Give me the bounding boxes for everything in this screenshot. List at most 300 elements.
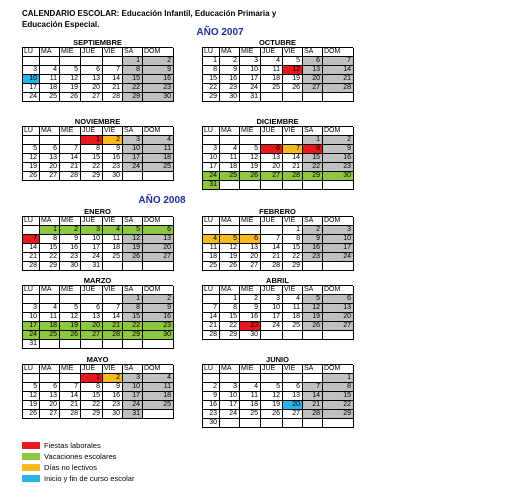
day-cell: 7	[60, 145, 81, 154]
day-cell: 15	[303, 154, 323, 163]
weekday-header: MIE	[60, 365, 81, 374]
day-cell: 15	[123, 75, 143, 84]
day-cell: 26	[23, 410, 40, 419]
day-cell: 31	[23, 340, 40, 349]
day-cell: 26	[60, 331, 81, 340]
day-cell: 4	[40, 66, 60, 75]
day-cell: 21	[203, 322, 220, 331]
weekday-header: SA	[123, 286, 143, 295]
weekday-header: VIE	[283, 217, 303, 226]
day-cell: 26	[220, 262, 240, 271]
legend-label-vacaciones: Vacaciones escolares	[44, 452, 117, 461]
day-cell: 27	[81, 331, 103, 340]
day-cell: 7	[261, 235, 283, 244]
day-cell: 14	[103, 313, 123, 322]
day-cell: 13	[323, 304, 354, 313]
month-calendar-octubre	[202, 38, 353, 102]
day-cell: 24	[23, 331, 40, 340]
empty-cell	[103, 262, 123, 271]
day-cell: 8	[323, 383, 354, 392]
day-cell: 29	[81, 410, 103, 419]
day-cell: 26	[123, 253, 143, 262]
day-cell: 19	[60, 322, 81, 331]
day-cell: 15	[123, 313, 143, 322]
empty-cell	[40, 136, 60, 145]
empty-cell	[283, 419, 303, 428]
weekday-header: VIE	[283, 365, 303, 374]
day-cell: 22	[220, 322, 240, 331]
day-cell: 11	[103, 235, 123, 244]
day-cell: 24	[203, 172, 220, 181]
weekday-header: JUE	[261, 286, 283, 295]
day-cell: 30	[143, 93, 174, 102]
empty-cell	[220, 374, 240, 383]
empty-cell	[220, 181, 240, 190]
day-cell: 13	[283, 392, 303, 401]
empty-cell	[203, 226, 220, 235]
weekday-header: MA	[220, 217, 240, 226]
empty-cell	[123, 172, 143, 181]
weekday-header: MIE	[60, 48, 81, 57]
day-cell: 17	[220, 401, 240, 410]
day-cell: 28	[283, 172, 303, 181]
weekday-header: MA	[40, 365, 60, 374]
day-cell: 31	[81, 262, 103, 271]
day-cell: 12	[303, 304, 323, 313]
day-cell: 16	[103, 392, 123, 401]
day-cell: 12	[60, 75, 81, 84]
weekday-header: DOM	[143, 48, 174, 57]
day-cell: 1	[123, 295, 143, 304]
day-cell: 29	[81, 172, 103, 181]
day-cell: 10	[220, 392, 240, 401]
day-cell: 25	[143, 163, 174, 172]
day-cell: 9	[220, 66, 240, 75]
month-name: JUNIO	[266, 355, 289, 364]
day-cell: 3	[203, 145, 220, 154]
day-cell: 30	[143, 331, 174, 340]
month-grid	[22, 364, 173, 419]
weekday-header: SA	[123, 365, 143, 374]
day-cell: 26	[240, 172, 261, 181]
empty-cell	[103, 57, 123, 66]
day-cell: 27	[283, 410, 303, 419]
day-cell: 17	[23, 322, 40, 331]
day-cell: 14	[303, 392, 323, 401]
day-cell: 1	[203, 57, 220, 66]
weekday-header: SA	[303, 365, 323, 374]
day-cell: 20	[81, 322, 103, 331]
empty-cell	[220, 226, 240, 235]
day-cell: 2	[60, 226, 81, 235]
day-cell: 21	[323, 75, 354, 84]
day-cell: 5	[220, 235, 240, 244]
empty-cell	[323, 262, 354, 271]
empty-cell	[323, 419, 354, 428]
day-cell: 14	[23, 244, 40, 253]
day-cell: 11	[240, 392, 261, 401]
day-cell: 6	[323, 295, 354, 304]
day-cell: 12	[123, 235, 143, 244]
day-cell: 25	[261, 84, 283, 93]
day-cell: 1	[303, 136, 323, 145]
empty-cell	[40, 340, 60, 349]
day-cell: 16	[143, 75, 174, 84]
day-cell: 18	[143, 392, 174, 401]
day-cell: 1	[81, 374, 103, 383]
day-cell: 25	[203, 262, 220, 271]
weekday-header: LU	[23, 48, 40, 57]
weekday-header: VIE	[103, 286, 123, 295]
empty-cell	[23, 136, 40, 145]
empty-cell	[283, 181, 303, 190]
day-cell: 4	[220, 145, 240, 154]
empty-cell	[303, 93, 323, 102]
month-calendar-abril	[202, 276, 353, 340]
day-cell: 20	[283, 401, 303, 410]
empty-cell	[143, 410, 174, 419]
day-cell: 18	[220, 163, 240, 172]
day-cell: 13	[303, 66, 323, 75]
day-cell: 16	[323, 154, 354, 163]
month-grid	[22, 47, 173, 102]
day-cell: 20	[323, 313, 354, 322]
day-cell: 8	[203, 66, 220, 75]
weekday-header: LU	[23, 286, 40, 295]
day-cell: 13	[261, 154, 283, 163]
day-cell: 2	[303, 226, 323, 235]
empty-cell	[23, 374, 40, 383]
weekday-header: LU	[203, 127, 220, 136]
empty-cell	[240, 136, 261, 145]
day-cell: 9	[143, 66, 174, 75]
empty-cell	[283, 136, 303, 145]
weekday-header: DOM	[143, 217, 174, 226]
empty-cell	[81, 57, 103, 66]
day-cell: 3	[240, 57, 261, 66]
month-calendar-diciembre	[202, 117, 353, 190]
day-cell: 19	[23, 401, 40, 410]
empty-cell	[23, 57, 40, 66]
day-cell: 24	[220, 410, 240, 419]
day-cell: 10	[203, 154, 220, 163]
empty-cell	[303, 419, 323, 428]
day-cell: 6	[40, 145, 60, 154]
weekday-header: LU	[23, 127, 40, 136]
day-cell: 28	[261, 262, 283, 271]
legend-swatch-fiestas	[22, 442, 40, 449]
day-cell: 5	[23, 145, 40, 154]
weekday-header: MIE	[240, 48, 261, 57]
weekday-header: LU	[23, 365, 40, 374]
day-cell: 23	[323, 163, 354, 172]
day-cell: 24	[323, 253, 354, 262]
day-cell: 27	[143, 253, 174, 262]
day-cell: 2	[103, 374, 123, 383]
day-cell: 6	[240, 235, 261, 244]
day-cell: 7	[103, 304, 123, 313]
empty-cell	[303, 374, 323, 383]
day-cell: 30	[60, 262, 81, 271]
day-cell: 2	[220, 57, 240, 66]
weekday-header: MA	[40, 48, 60, 57]
day-cell: 20	[81, 84, 103, 93]
day-cell: 8	[81, 383, 103, 392]
day-cell: 18	[283, 313, 303, 322]
day-cell: 27	[40, 172, 60, 181]
weekday-header: LU	[203, 48, 220, 57]
day-cell: 4	[283, 295, 303, 304]
day-cell: 19	[240, 163, 261, 172]
legend-item-inicio-fin	[22, 473, 134, 484]
day-cell: 5	[283, 57, 303, 66]
weekday-header: MIE	[240, 217, 261, 226]
empty-cell	[323, 331, 354, 340]
empty-cell	[283, 374, 303, 383]
day-cell: 30	[103, 410, 123, 419]
day-cell: 18	[40, 322, 60, 331]
day-cell: 26	[303, 322, 323, 331]
day-cell: 14	[283, 154, 303, 163]
day-cell: 19	[261, 401, 283, 410]
weekday-header: SA	[123, 48, 143, 57]
day-cell: 8	[123, 66, 143, 75]
weekday-header: MIE	[60, 127, 81, 136]
day-cell: 16	[60, 244, 81, 253]
day-cell: 11	[283, 304, 303, 313]
day-cell: 19	[123, 244, 143, 253]
empty-cell	[123, 262, 143, 271]
day-cell: 2	[103, 136, 123, 145]
legend-swatch-vacaciones	[22, 453, 40, 460]
day-cell: 5	[23, 383, 40, 392]
day-cell: 13	[240, 244, 261, 253]
weekday-header: VIE	[283, 127, 303, 136]
day-cell: 13	[81, 75, 103, 84]
day-cell: 11	[143, 145, 174, 154]
day-cell: 7	[303, 383, 323, 392]
day-cell: 12	[220, 244, 240, 253]
day-cell: 14	[103, 75, 123, 84]
empty-cell	[220, 419, 240, 428]
legend-item-vacaciones	[22, 451, 134, 462]
weekday-header: DOM	[323, 127, 354, 136]
day-cell: 9	[303, 235, 323, 244]
day-cell: 19	[60, 84, 81, 93]
day-cell: 29	[283, 262, 303, 271]
weekday-header: MIE	[240, 286, 261, 295]
weekday-header: MIE	[240, 365, 261, 374]
month-grid	[202, 216, 353, 271]
day-cell: 20	[40, 163, 60, 172]
day-cell: 31	[240, 93, 261, 102]
day-cell: 7	[60, 383, 81, 392]
day-cell: 7	[23, 235, 40, 244]
month-name: NOVIEMBRE	[74, 117, 121, 126]
day-cell: 21	[60, 163, 81, 172]
day-cell: 14	[261, 244, 283, 253]
day-cell: 10	[240, 66, 261, 75]
day-cell: 22	[283, 253, 303, 262]
day-cell: 17	[323, 244, 354, 253]
day-cell: 30	[203, 419, 220, 428]
legend-swatch-no-lectivos	[22, 464, 40, 471]
legend-item-no-lectivos	[22, 462, 134, 473]
weekday-header: JUE	[81, 127, 103, 136]
day-cell: 9	[60, 235, 81, 244]
empty-cell	[81, 340, 103, 349]
weekday-header: DOM	[323, 286, 354, 295]
weekday-header: MA	[220, 286, 240, 295]
empty-cell	[240, 226, 261, 235]
weekday-header: SA	[123, 127, 143, 136]
day-cell: 22	[323, 401, 354, 410]
day-cell: 22	[81, 401, 103, 410]
day-cell: 28	[23, 262, 40, 271]
day-cell: 17	[261, 313, 283, 322]
day-cell: 28	[103, 93, 123, 102]
day-cell: 27	[323, 322, 354, 331]
day-cell: 11	[203, 244, 220, 253]
empty-cell	[40, 57, 60, 66]
day-cell: 3	[23, 66, 40, 75]
day-cell: 23	[303, 253, 323, 262]
day-cell: 1	[40, 226, 60, 235]
day-cell: 20	[40, 401, 60, 410]
day-cell: 9	[143, 304, 174, 313]
day-cell: 25	[103, 253, 123, 262]
day-cell: 27	[240, 262, 261, 271]
legend-item-fiestas	[22, 440, 134, 451]
day-cell: 9	[103, 383, 123, 392]
day-cell: 23	[203, 410, 220, 419]
day-cell: 24	[123, 163, 143, 172]
empty-cell	[60, 136, 81, 145]
day-cell: 5	[240, 145, 261, 154]
day-cell: 13	[40, 154, 60, 163]
day-cell: 3	[123, 136, 143, 145]
day-cell: 3	[323, 226, 354, 235]
day-cell: 14	[203, 313, 220, 322]
day-cell: 12	[23, 154, 40, 163]
day-cell: 25	[283, 322, 303, 331]
day-cell: 10	[81, 235, 103, 244]
day-cell: 13	[143, 235, 174, 244]
month-calendar-noviembre	[22, 117, 173, 181]
day-cell: 17	[23, 84, 40, 93]
empty-cell	[40, 295, 60, 304]
day-cell: 23	[60, 253, 81, 262]
day-cell: 18	[203, 253, 220, 262]
month-grid	[202, 126, 353, 190]
day-cell: 16	[203, 401, 220, 410]
empty-cell	[143, 172, 174, 181]
month-grid	[202, 47, 353, 102]
day-cell: 22	[123, 84, 143, 93]
day-cell: 5	[123, 226, 143, 235]
empty-cell	[303, 181, 323, 190]
day-cell: 1	[81, 136, 103, 145]
month-calendar-marzo	[22, 276, 173, 349]
weekday-header: MA	[40, 127, 60, 136]
weekday-header: MA	[220, 127, 240, 136]
month-grid	[202, 285, 353, 340]
legend-label-fiestas: Fiestas laborales	[44, 441, 101, 450]
month-grid	[22, 126, 173, 181]
day-cell: 25	[220, 172, 240, 181]
day-cell: 29	[323, 410, 354, 419]
day-cell: 12	[283, 66, 303, 75]
day-cell: 1	[220, 295, 240, 304]
day-cell: 22	[40, 253, 60, 262]
day-cell: 23	[143, 322, 174, 331]
legend-label-inicio-fin: Inicio y fin de curso escolar	[44, 474, 135, 483]
month-calendar-enero	[22, 207, 173, 271]
day-cell: 6	[143, 226, 174, 235]
empty-cell	[323, 181, 354, 190]
day-cell: 12	[23, 392, 40, 401]
day-cell: 5	[60, 304, 81, 313]
empty-cell	[283, 93, 303, 102]
day-cell: 30	[220, 93, 240, 102]
day-cell: 8	[40, 235, 60, 244]
month-grid	[22, 216, 173, 271]
day-cell: 20	[261, 163, 283, 172]
day-cell: 1	[283, 226, 303, 235]
day-cell: 14	[60, 154, 81, 163]
day-cell: 15	[283, 244, 303, 253]
day-cell: 25	[40, 331, 60, 340]
day-cell: 16	[103, 154, 123, 163]
day-cell: 20	[303, 75, 323, 84]
month-name: MAYO	[86, 355, 109, 364]
day-cell: 18	[261, 75, 283, 84]
calendar-title-line-2: Educación Especial.	[22, 20, 100, 29]
day-cell: 8	[123, 304, 143, 313]
day-cell: 3	[81, 226, 103, 235]
day-cell: 21	[103, 322, 123, 331]
day-cell: 29	[220, 331, 240, 340]
day-cell: 12	[60, 313, 81, 322]
day-cell: 4	[240, 383, 261, 392]
weekday-header: VIE	[103, 365, 123, 374]
weekday-header: LU	[203, 217, 220, 226]
day-cell: 21	[303, 401, 323, 410]
day-cell: 17	[240, 75, 261, 84]
day-cell: 21	[283, 163, 303, 172]
weekday-header: JUE	[261, 48, 283, 57]
weekday-header: LU	[203, 286, 220, 295]
day-cell: 28	[60, 172, 81, 181]
day-cell: 9	[203, 392, 220, 401]
day-cell: 23	[103, 163, 123, 172]
day-cell: 23	[240, 322, 261, 331]
day-cell: 16	[240, 313, 261, 322]
day-cell: 13	[40, 392, 60, 401]
empty-cell	[103, 340, 123, 349]
month-calendar-febrero	[202, 207, 353, 271]
empty-cell	[261, 136, 283, 145]
day-cell: 9	[103, 145, 123, 154]
day-cell: 25	[240, 410, 261, 419]
day-cell: 6	[283, 383, 303, 392]
day-cell: 13	[81, 313, 103, 322]
month-name: SEPTIEMBRE	[73, 38, 122, 47]
day-cell: 2	[143, 57, 174, 66]
day-cell: 22	[203, 84, 220, 93]
weekday-header: MA	[220, 48, 240, 57]
day-cell: 10	[123, 145, 143, 154]
